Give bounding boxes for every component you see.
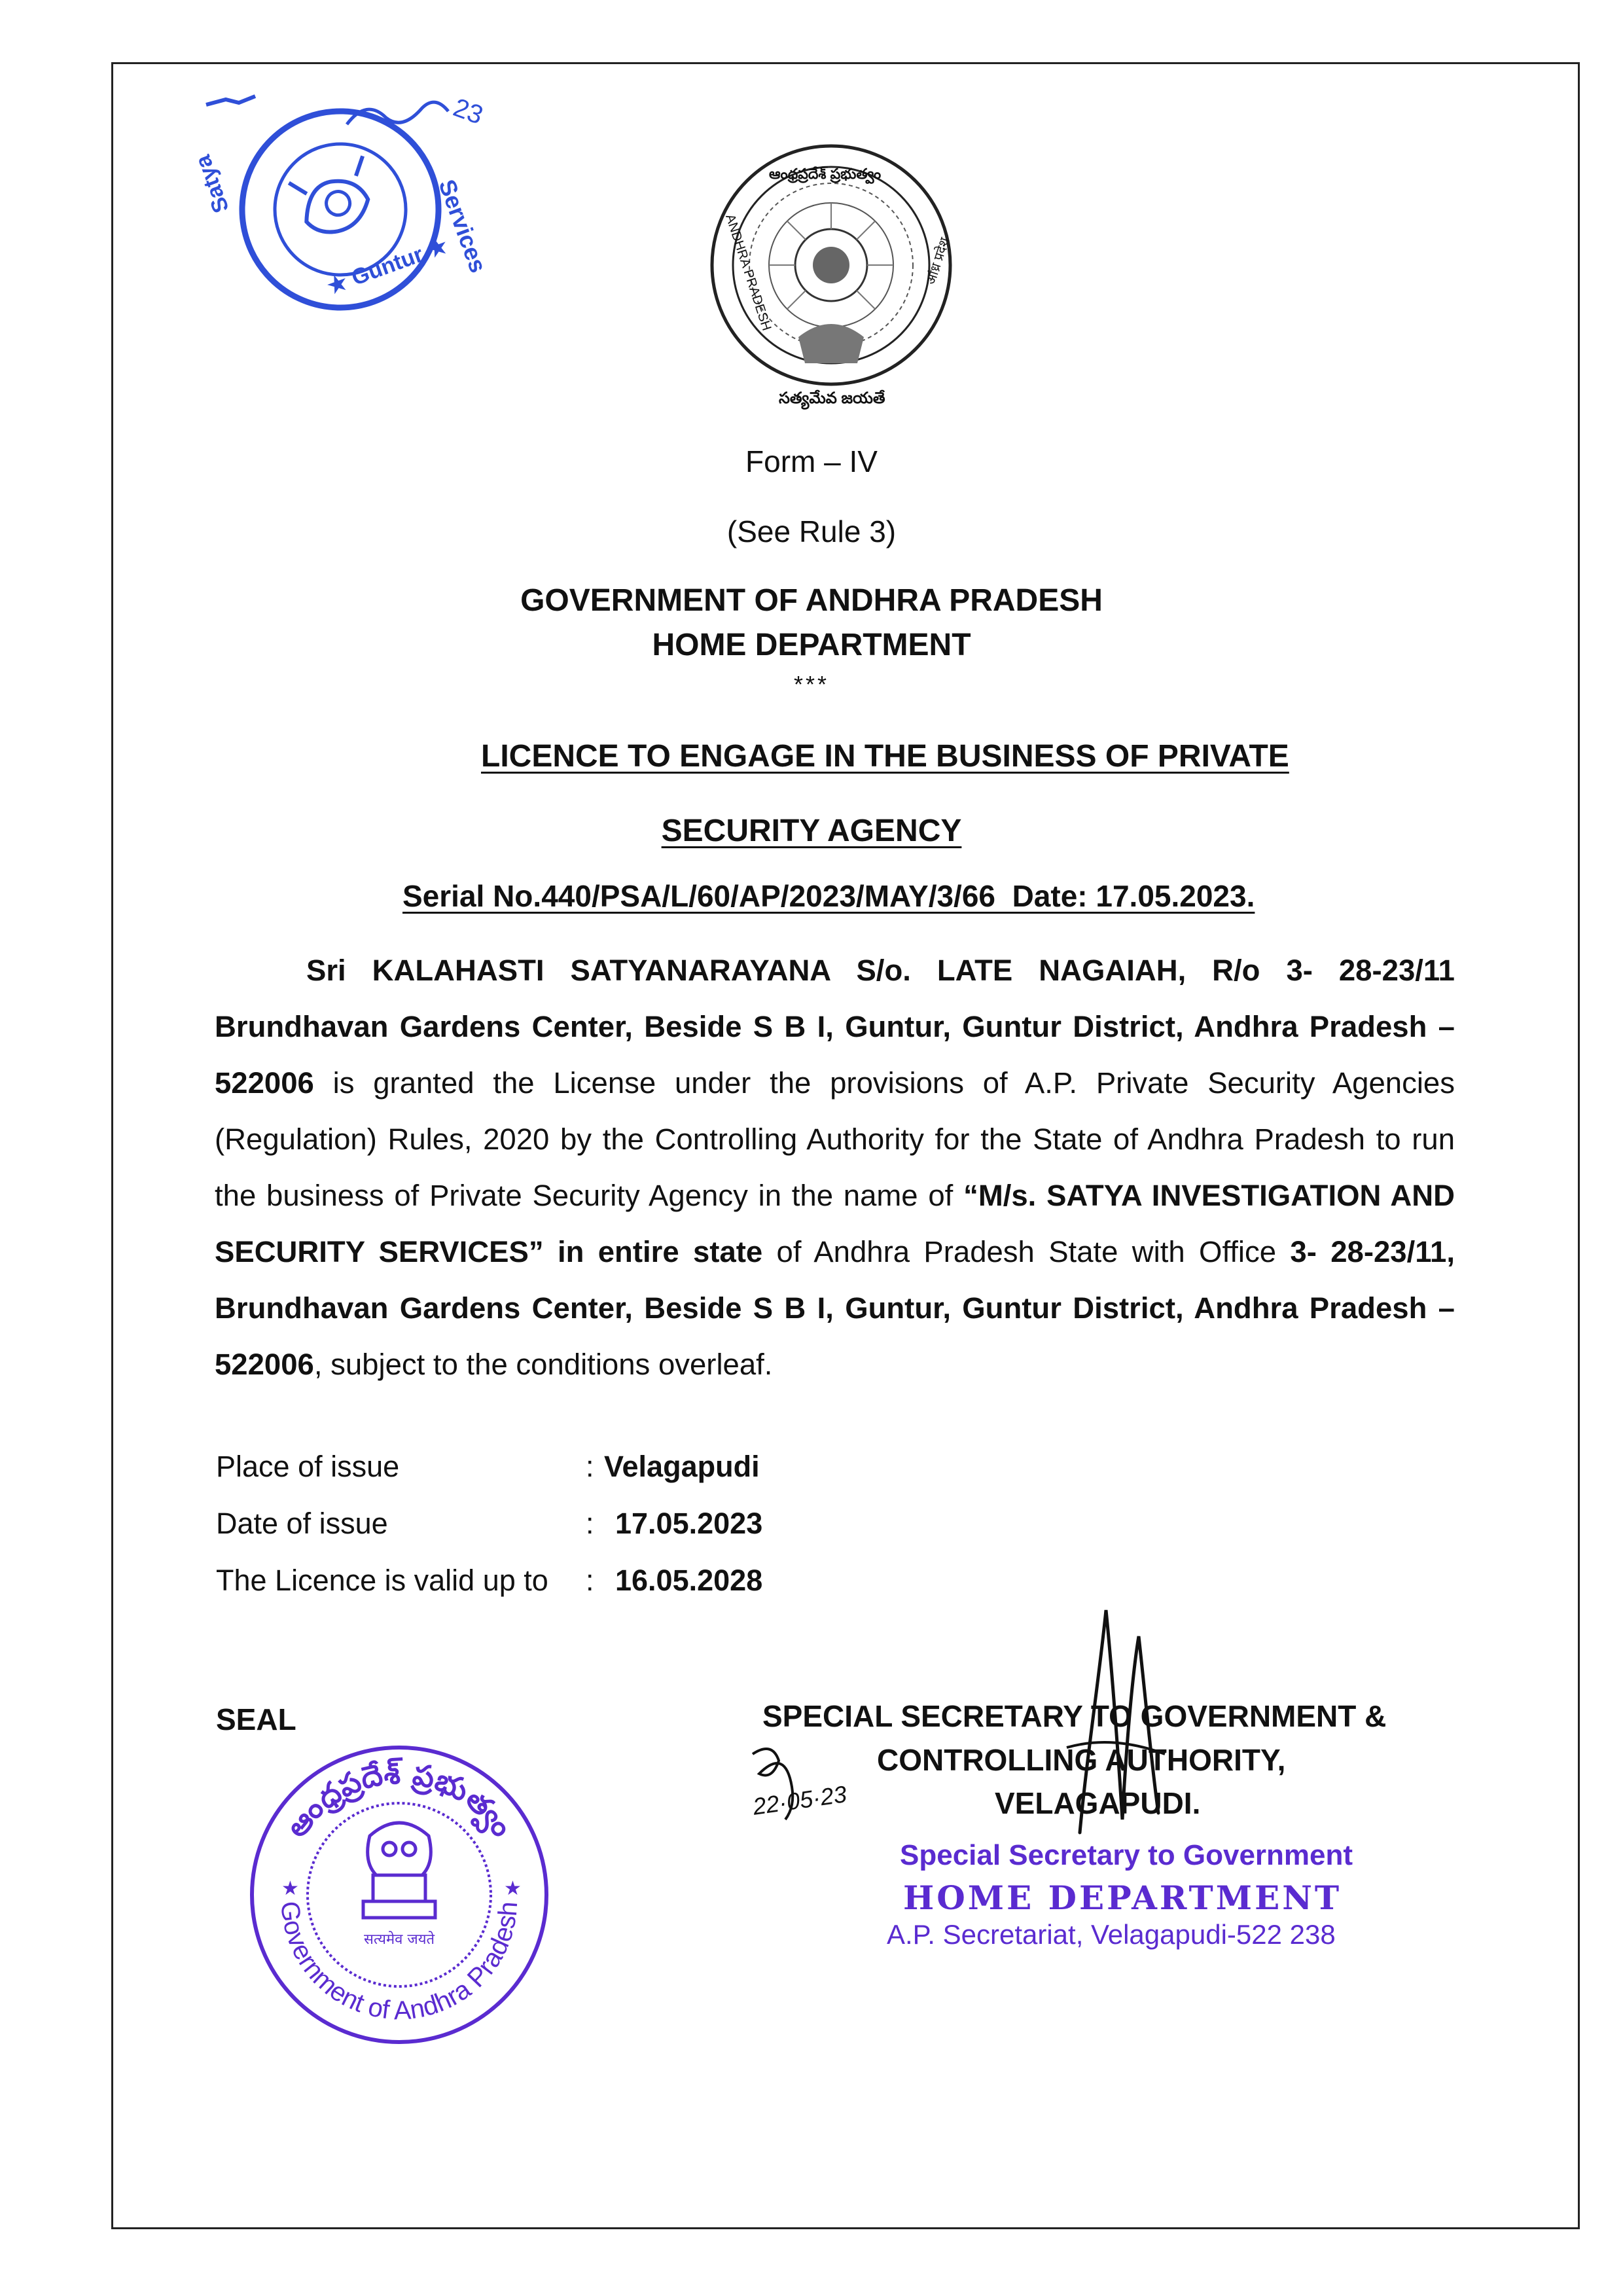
emblem-right-text: आंध्र प्रदेश bbox=[923, 236, 953, 287]
body-text-2: of Andhra Pradesh State with Office bbox=[762, 1235, 1291, 1268]
validity-label: The Licence is valid up to bbox=[216, 1564, 548, 1597]
date-of-issue-row bbox=[216, 1507, 870, 1546]
signature bbox=[1060, 1597, 1178, 1846]
rule-reference: (See Rule 3) bbox=[726, 514, 897, 548]
validity-row bbox=[216, 1564, 870, 1603]
licence-body bbox=[215, 942, 1455, 1393]
licence-title-line1: LICENCE TO ENGAGE IN THE BUSINESS OF PRIVATE bbox=[481, 739, 1289, 774]
stamp-handwriting: 23 bbox=[449, 93, 487, 130]
government-seal bbox=[242, 1738, 556, 2052]
agency-round-stamp bbox=[190, 79, 504, 314]
svg-text:★ Guntur ★: ★ Guntur ★ bbox=[323, 232, 452, 300]
initial-date: 22·05·23 bbox=[751, 1780, 849, 1820]
office-stamp-line2: HOME DEPARTMENT bbox=[903, 1878, 1342, 1917]
place-of-issue-label: Place of issue bbox=[216, 1450, 400, 1483]
licence-title-line2: SECURITY AGENCY bbox=[661, 814, 962, 848]
form-number: Form – IV bbox=[745, 444, 878, 478]
seal-label: SEAL bbox=[216, 1702, 296, 1736]
star-icon: ★ bbox=[281, 1878, 299, 1899]
seal-inner-motto: सत्यमेव जयते bbox=[363, 1931, 435, 1948]
svg-text:Services: Services bbox=[433, 175, 492, 276]
date-separator: : bbox=[586, 1507, 594, 1540]
office-stamp-line3: A.P. Secretariat, Velagapudi-522 238 bbox=[887, 1919, 1336, 1950]
svg-text:ఆంధ్రప్రదేశ్ ప్రభుత్వం bbox=[279, 1755, 520, 1846]
validity-value: 16.05.2028 bbox=[615, 1564, 763, 1597]
licensee-details: Sri KALAHASTI SATYANARAYANA S/o. LATE NAGAIAH, R/o 3- 28-23/11 Brundhavan Gardens Center, Beside S B I, Guntur, Guntur District, Andhra Pradesh – 522006 bbox=[215, 954, 1455, 1100]
body-text-1: is granted the License under the provisions of A.P. Private Security Agencies (Regulation) Rules, 2020 by the Controlling Authority for the State of Andhra Pradesh to run the business of Private Security Agency in the name of bbox=[215, 1066, 1455, 1212]
agency-name: “M/s. SATYA INVESTIGATION AND SECURITY SERVICES” in entire state bbox=[215, 1179, 1455, 1268]
separator-stars: *** bbox=[793, 671, 830, 698]
office-stamp-line1: Special Secretary to Government bbox=[900, 1839, 1353, 1871]
signatory-line2: CONTROLLING AUTHORITY, bbox=[877, 1743, 1286, 1777]
signatory-line3: VELAGAPUDI. bbox=[995, 1786, 1201, 1820]
svg-text:Satya: Satya bbox=[190, 152, 234, 217]
serial-number: Serial No.440/PSA/L/60/AP/2023/MAY/3/66 Date: 17.05.2023. bbox=[402, 879, 1255, 913]
seal-ring-bottom-text: Government of Andhra Pradesh bbox=[275, 1900, 524, 2026]
office-address: 3- 28-23/11, Brundhavan Gardens Center, Beside S B I, Guntur, Guntur District, Andhra Pradesh – 522006 bbox=[215, 1235, 1455, 1381]
date-of-issue-value: 17.05.2023 bbox=[615, 1507, 763, 1540]
department-heading: HOME DEPARTMENT bbox=[652, 628, 971, 662]
emblem-top-text: ఆంధ్రప్రదేశ్ ప్రభుత్వం bbox=[769, 166, 882, 182]
place-of-issue-value: Velagapudi bbox=[604, 1450, 760, 1483]
place-of-issue-row bbox=[216, 1450, 870, 1489]
signatory-line1: SPECIAL SECRETARY TO GOVERNMENT & bbox=[762, 1699, 1387, 1733]
andhra-pradesh-emblem bbox=[700, 141, 962, 416]
body-text-3: , subject to the conditions overleaf. bbox=[313, 1348, 773, 1381]
validity-separator: : bbox=[586, 1564, 594, 1597]
emblem-left-text: ANDHRA PRADESH bbox=[722, 212, 774, 333]
date-of-issue-label: Date of issue bbox=[216, 1507, 388, 1540]
place-separator: : bbox=[586, 1450, 594, 1483]
lion-capital-icon bbox=[363, 1823, 435, 1918]
seal-ring-top-text: ఆంధ్రప్రదేశ్ ప్రభుత్వం bbox=[279, 1755, 520, 1844]
emblem-motto: సత్యమేవ జయతే bbox=[779, 389, 885, 407]
star-icon-right: ★ bbox=[504, 1878, 522, 1899]
government-heading: GOVERNMENT OF ANDHRA PRADESH bbox=[520, 583, 1103, 618]
